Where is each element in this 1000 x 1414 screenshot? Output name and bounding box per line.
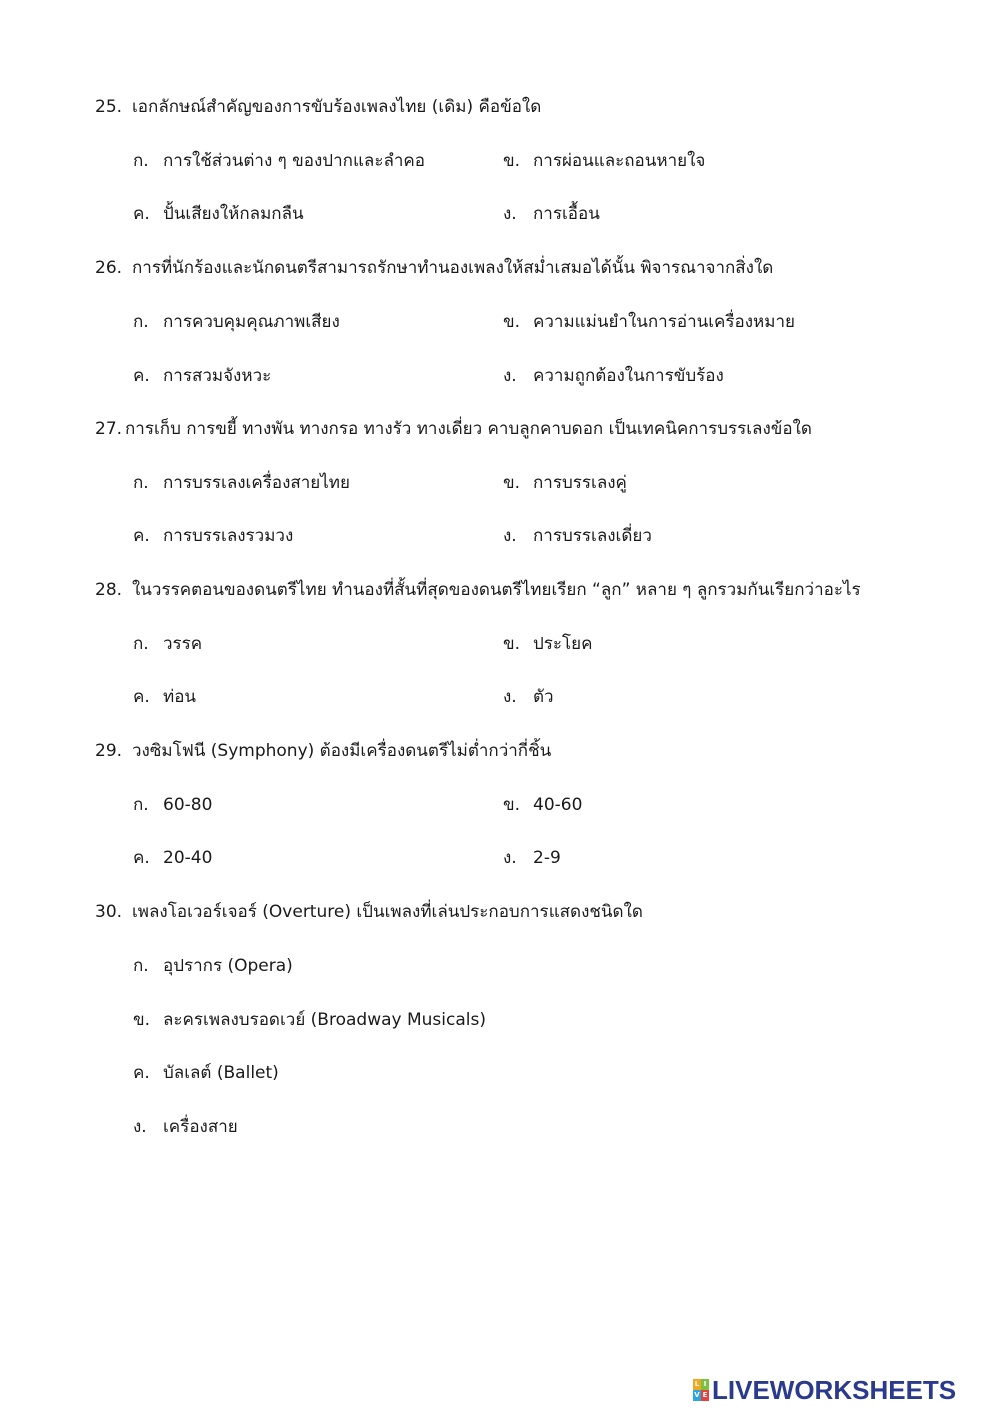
option-letter: ง. <box>503 366 517 386</box>
option-text: ตัว <box>533 687 554 707</box>
option-26-d[interactable] <box>503 364 724 388</box>
question-number: 26. <box>95 258 123 278</box>
question-27 <box>95 417 812 441</box>
option-letter: ค. <box>133 1063 150 1083</box>
question-number: 30. <box>95 902 123 922</box>
question-text: การที่นักร้องและนักดนตรีสามารถรักษาทำนองเพลงให้สม่ำเสมอได้นั้น พิจารณาจากสิ่งใด <box>132 258 774 278</box>
question-30 <box>95 900 643 924</box>
question-text: เพลงโอเวอร์เจอร์ (Overture) เป็นเพลงที่เล่นประกอบการแสดงชนิดใด <box>132 902 643 922</box>
option-29-c[interactable] <box>133 846 212 870</box>
option-text: เครื่องสาย <box>163 1117 238 1137</box>
question-25 <box>95 95 541 119</box>
option-text: การเอื้อน <box>533 204 600 224</box>
logo-text: LIVEWORKSHEETS <box>712 1374 957 1405</box>
option-text: 20-40 <box>163 848 213 868</box>
question-26 <box>95 256 773 280</box>
option-text: การบรรเลงรวมวง <box>163 526 294 546</box>
option-letter: ค. <box>133 366 150 386</box>
question-text: วงซิมโฟนี (Symphony) ต้องมีเครื่องดนตรีไม่ต่ำกว่ากี่ชิ้น <box>132 741 552 761</box>
option-letter: ก. <box>133 473 149 493</box>
option-29-a[interactable] <box>133 793 212 817</box>
option-text: บัลเลต์ (Ballet) <box>163 1063 279 1083</box>
option-30-b[interactable] <box>133 1008 486 1032</box>
question-text: การเก็บ การขยี้ ทางพัน ทางกรอ ทางรัว ทางเดี่ยว คาบลูกคาบดอก เป็นเทคนิคการบรรเลงข้อใด <box>125 419 812 439</box>
option-text: ปั้นเสียงให้กลมกลืน <box>163 204 304 224</box>
liveworksheets-logo-icon <box>693 1379 709 1401</box>
option-text: 60-80 <box>163 795 213 815</box>
option-25-c[interactable] <box>133 202 304 226</box>
option-text: การบรรเลงเครื่องสายไทย <box>163 473 350 493</box>
option-text: การผ่อนและถอนหายใจ <box>533 151 706 171</box>
option-28-a[interactable] <box>133 632 202 656</box>
option-letter: ค. <box>133 526 150 546</box>
option-28-c[interactable] <box>133 685 196 709</box>
option-letter: ก. <box>133 956 149 976</box>
option-text: การบรรเลงเดี่ยว <box>533 526 652 546</box>
option-27-b[interactable] <box>503 471 627 495</box>
option-26-c[interactable] <box>133 364 271 388</box>
option-letter: ก. <box>133 634 149 654</box>
option-text: ท่อน <box>163 687 197 707</box>
question-28 <box>95 578 861 602</box>
logo-icon-letter-e: E <box>702 1391 708 1399</box>
option-25-a[interactable] <box>133 149 425 173</box>
option-text: วรรค <box>163 634 203 654</box>
option-text: การใช้ส่วนต่าง ๆ ของปากและลำคอ <box>163 151 425 171</box>
question-number: 28. <box>95 580 123 600</box>
option-letter: ค. <box>133 204 150 224</box>
option-27-c[interactable] <box>133 524 293 548</box>
option-26-a[interactable] <box>133 310 340 334</box>
option-letter: ก. <box>133 795 149 815</box>
option-28-d[interactable] <box>503 685 554 709</box>
option-letter: ข. <box>503 312 521 332</box>
option-30-a[interactable] <box>133 954 293 978</box>
option-letter: ง. <box>503 204 517 224</box>
logo-icon-letter-l: L <box>694 1380 700 1388</box>
option-letter: ง. <box>503 687 517 707</box>
option-letter: ก. <box>133 151 149 171</box>
liveworksheets-logo[interactable] <box>693 1374 957 1405</box>
question-29 <box>95 739 551 763</box>
option-letter: ง. <box>503 848 517 868</box>
option-25-d[interactable] <box>503 202 600 226</box>
option-text: ละครเพลงบรอดเวย์ (Broadway Musicals) <box>163 1010 486 1030</box>
option-text: 2-9 <box>533 848 561 868</box>
option-letter: ก. <box>133 312 149 332</box>
option-text: อุปรากร (Opera) <box>163 956 293 976</box>
option-letter: ข. <box>503 795 521 815</box>
option-letter: ข. <box>503 473 521 493</box>
option-28-b[interactable] <box>503 632 593 656</box>
option-30-d[interactable] <box>133 1115 238 1139</box>
option-text: ความถูกต้องในการขับร้อง <box>533 366 724 386</box>
option-letter: ค. <box>133 687 150 707</box>
question-text: เอกลักษณ์สำคัญของการขับร้องเพลงไทย (เดิม) คือข้อใด <box>132 97 542 117</box>
option-letter: ข. <box>503 151 521 171</box>
question-number: 29. <box>95 741 123 761</box>
option-text: การควบคุมคุณภาพเสียง <box>163 312 340 332</box>
option-text: การสวมจังหวะ <box>163 366 272 386</box>
option-letter: ข. <box>133 1010 151 1030</box>
option-27-a[interactable] <box>133 471 350 495</box>
option-30-c[interactable] <box>133 1061 279 1085</box>
option-text: ความแม่นยำในการอ่านเครื่องหมาย <box>533 312 795 332</box>
question-number: 25. <box>95 97 123 117</box>
option-letter: ง. <box>503 526 517 546</box>
option-letter: ข. <box>503 634 521 654</box>
option-29-b[interactable] <box>503 793 582 817</box>
option-29-d[interactable] <box>503 846 561 870</box>
option-26-b[interactable] <box>503 310 795 334</box>
option-letter: ง. <box>133 1117 147 1137</box>
logo-icon-letter-i: I <box>701 1379 709 1390</box>
question-text: ในวรรคตอนของดนตรีไทย ทำนองที่สั้นที่สุดของดนตรีไทยเรียก “ลูก” หลาย ๆ ลูกรวมกันเรียกว่าอะไร <box>132 580 861 600</box>
option-25-b[interactable] <box>503 149 705 173</box>
option-text: การบรรเลงคู่ <box>533 473 627 493</box>
question-number: 27. <box>95 419 123 439</box>
option-letter: ค. <box>133 848 150 868</box>
option-27-d[interactable] <box>503 524 652 548</box>
option-text: 40-60 <box>533 795 583 815</box>
option-text: ประโยค <box>533 634 593 654</box>
logo-icon-letter-v: V <box>694 1391 700 1399</box>
